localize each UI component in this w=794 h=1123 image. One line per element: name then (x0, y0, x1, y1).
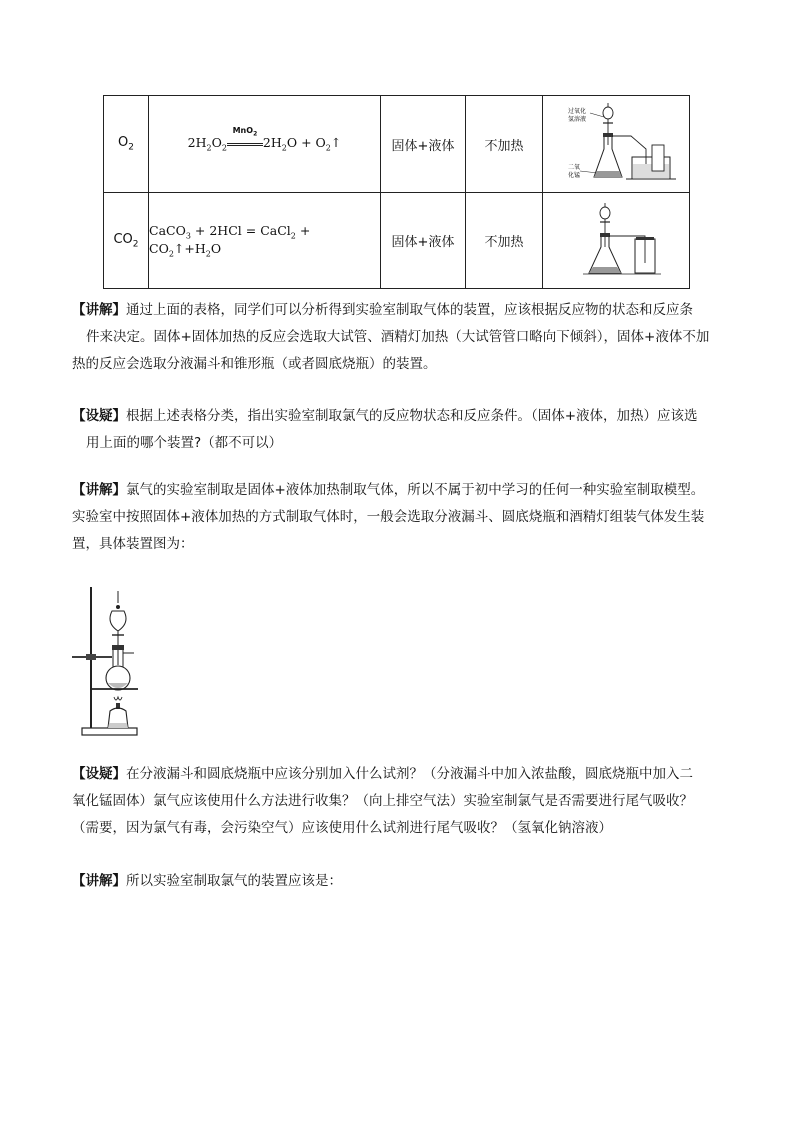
text-line: 置，具体装置图为： (72, 536, 194, 552)
reactant-state-cell: 固体+液体 (381, 96, 466, 192)
label-bottom2: 化锰 (568, 172, 581, 179)
paragraph-question-1 (72, 403, 734, 457)
paragraph-explanation-2 (72, 477, 734, 558)
paragraph-explanation-3 (72, 868, 734, 895)
label-tag: 【讲解】 (72, 482, 126, 498)
apparatus-cell (543, 96, 689, 192)
equation-co2: CaCO$_3$ + 2HCl = CaCl$_2$ + $CO_2↑+H_2O$ (149, 223, 311, 258)
text-line: 热的反应会选取分液漏斗和锥形瓶（或者圆底烧瓶）的装置。 (72, 356, 437, 372)
text-line: 用上面的哪个装置?（都不可以） (86, 435, 283, 451)
chlorine-generator-apparatus (72, 585, 142, 740)
text-line: 通过上面的表格，同学们可以分析得到实验室制取气体的装置，应该根据反应物的状态和反应条 (126, 302, 693, 318)
reactant-state-cell: 固体+液体 (381, 193, 466, 288)
text-line: （需要，因为氯气有毒，会污染空气）应该使用什么试剂进行尾气吸收？（氢氧化钠溶液） (72, 820, 612, 836)
condition-cell: 不加热 (466, 193, 543, 288)
text-line: 在分液漏斗和圆底烧瓶中应该分别加入什么试剂？（分液漏斗中加入浓盐酸，圆底烧瓶中加入二 (126, 766, 693, 782)
text-line: 氧化锰固体）氯气应该使用什么方法进行收集？（向上排空气法）实验室制氯气是否需要进行尾气吸收？ (72, 793, 693, 809)
equation-o2: $2H_2O_2$ MnO$_2$ $2H_2O$ + $O_2↑$ (187, 125, 342, 153)
label-tag: 【讲解】 (72, 873, 126, 889)
apparatus-cell (543, 193, 689, 288)
co2-apparatus-diagram (561, 201, 671, 281)
equation-cell (149, 96, 381, 192)
equation-cell (149, 193, 381, 288)
gas-name: $CO_2$ (113, 231, 139, 250)
table-row-o2 (104, 96, 689, 193)
label-tag: 【设疑】 (72, 408, 126, 424)
label-top2: 氢溶液 (568, 116, 587, 123)
gas-preparation-table (103, 95, 690, 289)
table-row-co2 (104, 193, 689, 288)
text-line: 根据上述表格分类，指出实验室制取氯气的反应物状态和反应条件。（固体+液体，加热）应该选 (126, 408, 698, 424)
text-line: 实验室中按照固体+液体加热的方式制取气体时，一般会选取分液漏斗、圆底烧瓶和酒精灯组装气体发生装 (72, 509, 705, 525)
text-line: 件来决定。固体+固体加热的反应会选取大试管、酒精灯加热（大试管管口略向下倾斜），固体+液体不加 (86, 329, 710, 345)
label-tag: 【讲解】 (72, 302, 126, 318)
gas-cell (104, 193, 149, 288)
text-line: 所以实验室制取氯气的装置应该是： (126, 873, 342, 889)
label-top: 过氧化 (568, 108, 587, 115)
paragraph-explanation-1 (72, 297, 734, 378)
catalyst-condition: MnO$_2$ (227, 137, 263, 151)
gas-cell (104, 96, 149, 192)
gas-name: $O_2$ (118, 135, 134, 153)
label-bottom: 二氧 (568, 164, 581, 171)
o2-apparatus-diagram (546, 99, 686, 189)
condition-cell: 不加热 (466, 96, 543, 192)
label-tag: 【设疑】 (72, 766, 126, 782)
text-line: 氯气的实验室制取是固体+液体加热制取气体，所以不属于初中学习的任何一种实验室制取模型。 (126, 482, 705, 498)
paragraph-question-2 (72, 761, 734, 842)
